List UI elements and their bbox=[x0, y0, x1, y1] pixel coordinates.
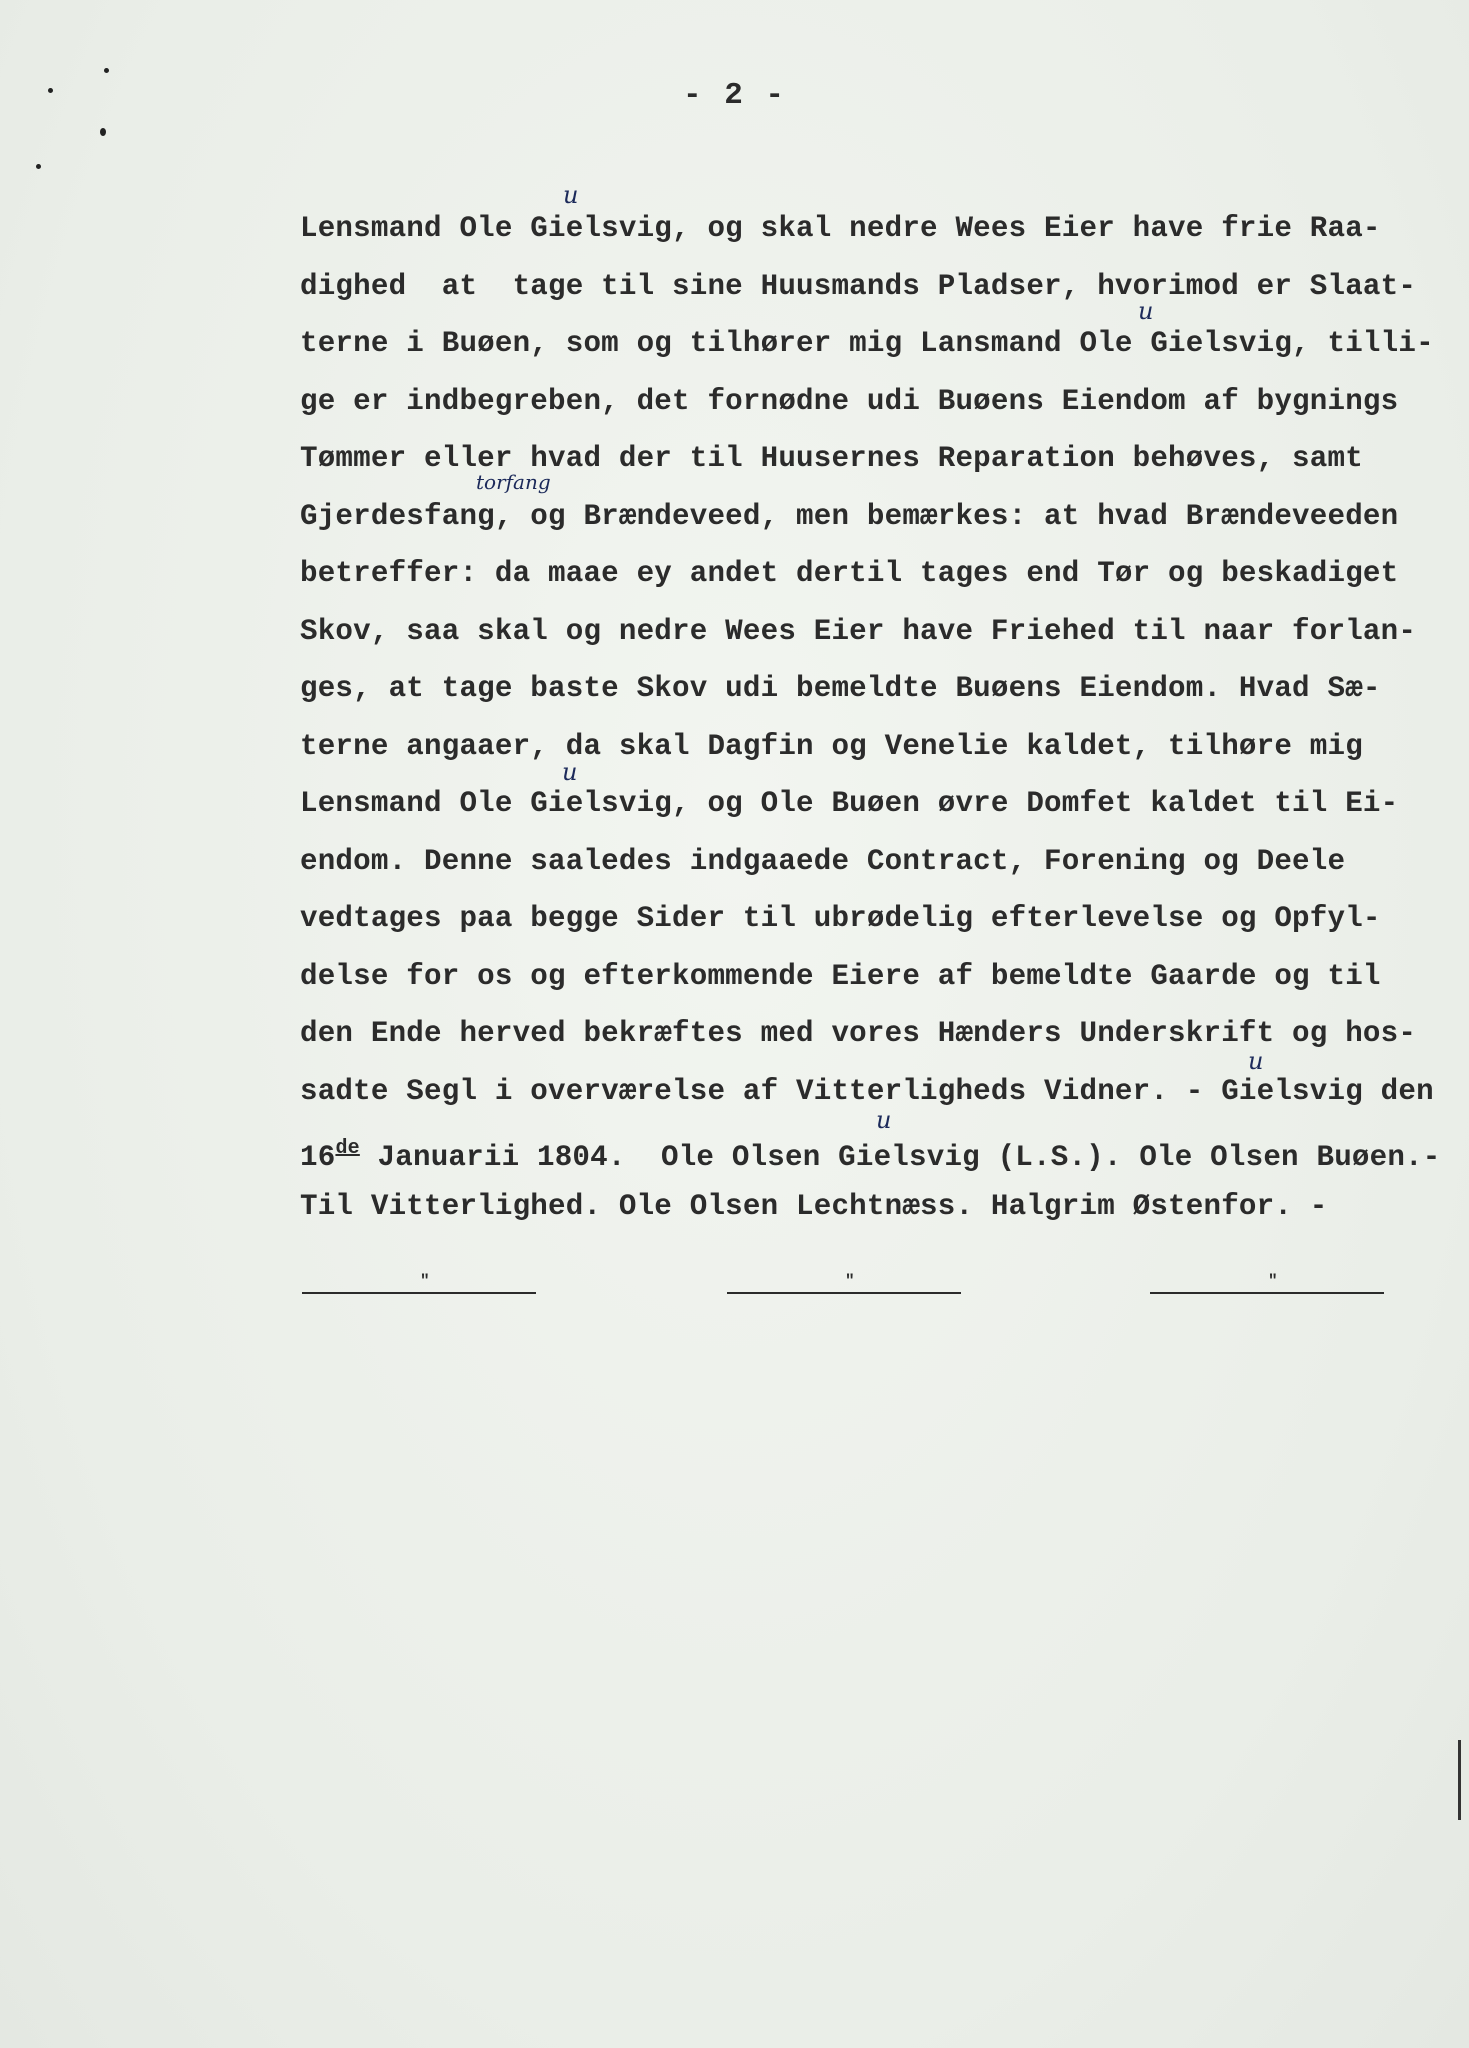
date-line bbox=[300, 1120, 1441, 1178]
ditto-mark: " bbox=[1268, 1272, 1278, 1290]
text-line: sadte Segl i overværelse af Vitterligheds Vidner. - Gielsvig den bbox=[300, 1074, 1434, 1108]
ditto-mark: " bbox=[845, 1272, 855, 1290]
handwritten-u-annotation: u bbox=[1138, 297, 1154, 325]
text-line: ges, at tage baste Skov udi bemeldte Buøens Eiendom. Hvad Sæ- bbox=[300, 672, 1381, 705]
handwritten-u-annotation: u bbox=[562, 758, 578, 786]
text-line: terne angaaer, da skal Dagfin og Venelie kaldet, tilhøre mig bbox=[300, 729, 1363, 763]
signature-lines bbox=[0, 1262, 1469, 1302]
text-line: delse for os og efterkommende Eiere af bemeldte Gaarde og til bbox=[300, 959, 1381, 993]
scan-speck bbox=[104, 68, 109, 73]
text-line: betreffer: da maae ey andet dertil tages end Tør og beskadiget bbox=[300, 557, 1399, 590]
text-line: Lensmand Ole Gielsvig, og skal nedre Wees Eier have frie Raa- bbox=[300, 212, 1381, 245]
signature-line bbox=[302, 1262, 536, 1294]
scan-speck bbox=[36, 164, 41, 169]
text-line: Skov, saa skal og nedre Wees Eier have Friehed til naar forlan- bbox=[300, 614, 1417, 648]
text-line: Til Vitterlighed. Ole Olsen Lechtnæss. Halgrim Østenfor. - bbox=[300, 1189, 1328, 1223]
ditto-mark: " bbox=[420, 1272, 430, 1290]
date-line-text: Januarii 1804. Ole Olsen Gielsvig (L.S.). Ole Olsen Buøen.- bbox=[359, 1141, 1441, 1174]
text-line: Gjerdesfang, og Brændeveed, men bemærkes: at hvad Brændeveeden bbox=[300, 499, 1399, 533]
text-line: Tømmer eller hvad der til Huusernes Reparation behøves, samt bbox=[300, 442, 1363, 475]
text-line: dighed at tage til sine Huusmands Pladser, hvorimod er Slaat- bbox=[300, 269, 1417, 303]
handwritten-u-annotation: u bbox=[1248, 1047, 1264, 1075]
text-line: endom. Denne saaledes indgaaede Contract, Forening og Deele bbox=[300, 844, 1346, 878]
text-line: ge er indbegreben, det fornødne udi Buøens Eiendom af bygnings bbox=[300, 384, 1399, 418]
handwritten-u-annotation: u bbox=[563, 181, 579, 209]
text-line: terne i Buøen, som og tilhører mig Lansmand Ole Gielsvig, tilli- bbox=[300, 327, 1434, 360]
handwritten-insert-annotation: torfang bbox=[476, 470, 551, 494]
page-number: - 2 - bbox=[682, 78, 786, 113]
text-line: Lensmand Ole Gielsvig, og Ole Buøen øvre Domfet kaldet til Ei- bbox=[300, 787, 1399, 820]
date-ordinal-suffix: de bbox=[335, 1137, 360, 1160]
typed-body-text bbox=[300, 200, 1441, 1235]
date-day: 16 bbox=[300, 1141, 336, 1174]
scan-edge-mark bbox=[1458, 1740, 1461, 1820]
signature-line bbox=[1150, 1262, 1384, 1294]
text-line: vedtages paa begge Sider til ubrødelig efterlevelse og Opfyl- bbox=[300, 902, 1381, 935]
scan-speck bbox=[100, 128, 106, 136]
text-line: den Ende herved bekræftes med vores Hænders Underskrift og hos- bbox=[300, 1017, 1417, 1050]
handwritten-u-annotation: u bbox=[876, 1106, 892, 1134]
signature-line bbox=[727, 1262, 961, 1294]
